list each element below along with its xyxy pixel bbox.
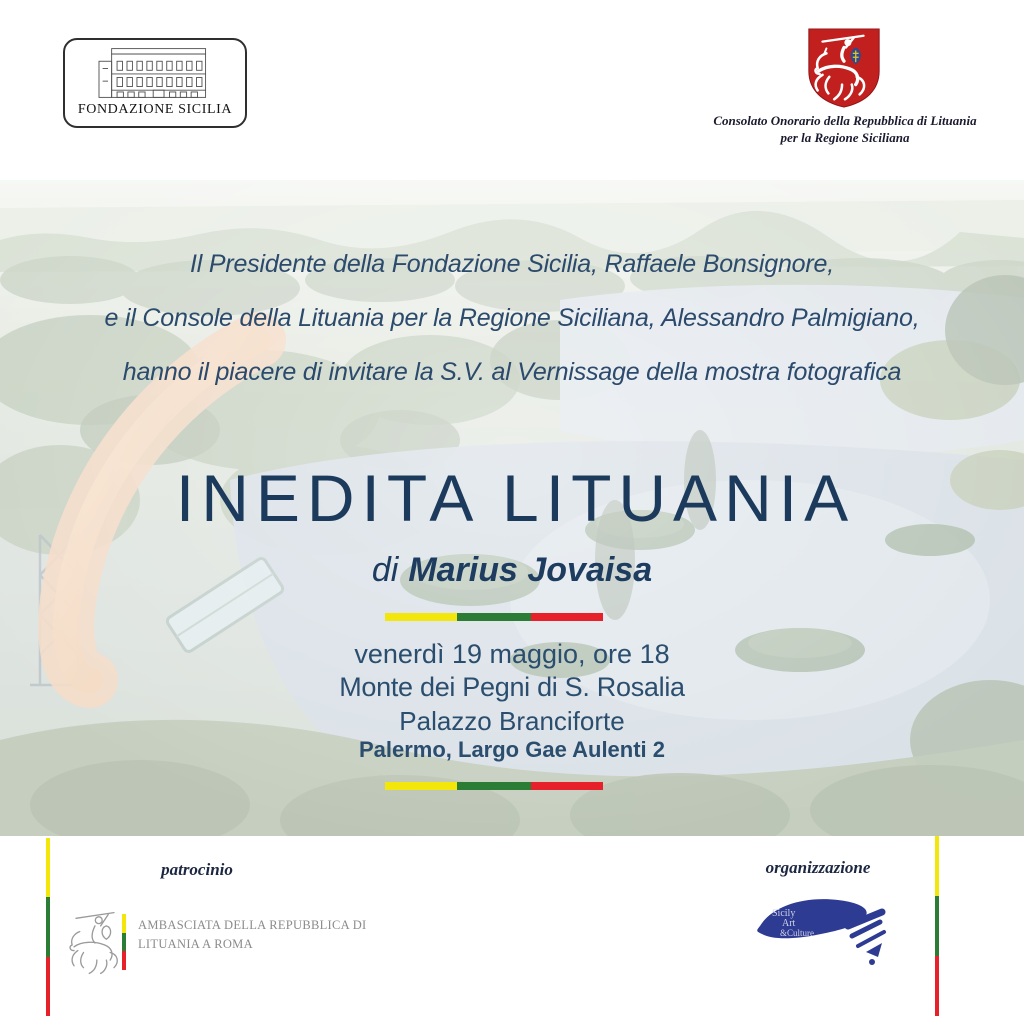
- author-name: Marius Jovaisa: [408, 551, 653, 589]
- fondazione-logo-label: FONDAZIONE SICILIA: [77, 102, 233, 117]
- org-logo-text-line1: Sicily: [772, 908, 796, 919]
- event-building: Palazzo Branciforte: [399, 706, 625, 736]
- invitation-line-2: e il Console della Lituania per la Regione Siciliana, Alessandro Palmigiano,: [104, 304, 920, 332]
- lithuanian-flag-divider-top: [385, 613, 603, 621]
- event-venue: Monte dei Pegni di S. Rosalia: [339, 672, 685, 702]
- palazzo-building-icon: [89, 45, 221, 101]
- exhibition-title: INEDITA LITUANIA: [175, 461, 856, 535]
- patronage-label: patrocinio: [161, 860, 233, 879]
- invitation-line-1: Il Presidente della Fondazione Sicilia, Raffaele Bonsignore,: [190, 250, 834, 278]
- flag-stripe-right: [935, 836, 939, 1016]
- flag-red-segment: [531, 782, 603, 790]
- lithuania-coat-of-arms-icon: [804, 26, 884, 110]
- event-address: Palermo, Largo Gae Aulenti 2: [358, 737, 666, 762]
- flag-green-segment: [457, 782, 531, 790]
- flag-red-segment: [531, 613, 603, 621]
- org-logo-text-line3: &Culture: [780, 928, 814, 938]
- consulate-caption-line2: per la Regione Siciliana: [780, 130, 910, 145]
- embassy-caption: [138, 916, 367, 953]
- consulate-caption: [690, 112, 1000, 146]
- fondazione-sicilia-logo: [63, 38, 247, 128]
- organization-label: organizzazione: [765, 858, 871, 877]
- flag-yellow-segment: [385, 613, 457, 621]
- flag-stripe-left: [46, 838, 50, 1016]
- embassy-vytis-outline-icon: [62, 905, 126, 981]
- embassy-caption-line2: LITUANIA A ROMA: [138, 936, 253, 951]
- consulate-caption-line1: Consolato Onorario della Repubblica di Lituania: [713, 113, 977, 128]
- sicily-art-culture-logo: [752, 890, 900, 980]
- embassy-caption-line1: AMBASCIATA DELLA REPUBBLICA DI: [138, 918, 367, 932]
- flag-yellow-segment: [385, 782, 457, 790]
- exhibition-author: [0, 551, 1024, 590]
- footer: [0, 836, 1024, 1022]
- embassy-flag-stripe: [122, 914, 126, 970]
- event-date-time: venerdì 19 maggio, ore 18: [354, 639, 670, 669]
- invitation-line-3: hanno il piacere di invitare la S.V. al Vernissage della mostra fotografica: [122, 358, 902, 386]
- author-prefix: di: [371, 551, 399, 589]
- flag-green-segment: [457, 613, 531, 621]
- org-logo-text-line2: Art: [782, 918, 796, 929]
- lithuanian-flag-divider-bottom: [385, 782, 603, 790]
